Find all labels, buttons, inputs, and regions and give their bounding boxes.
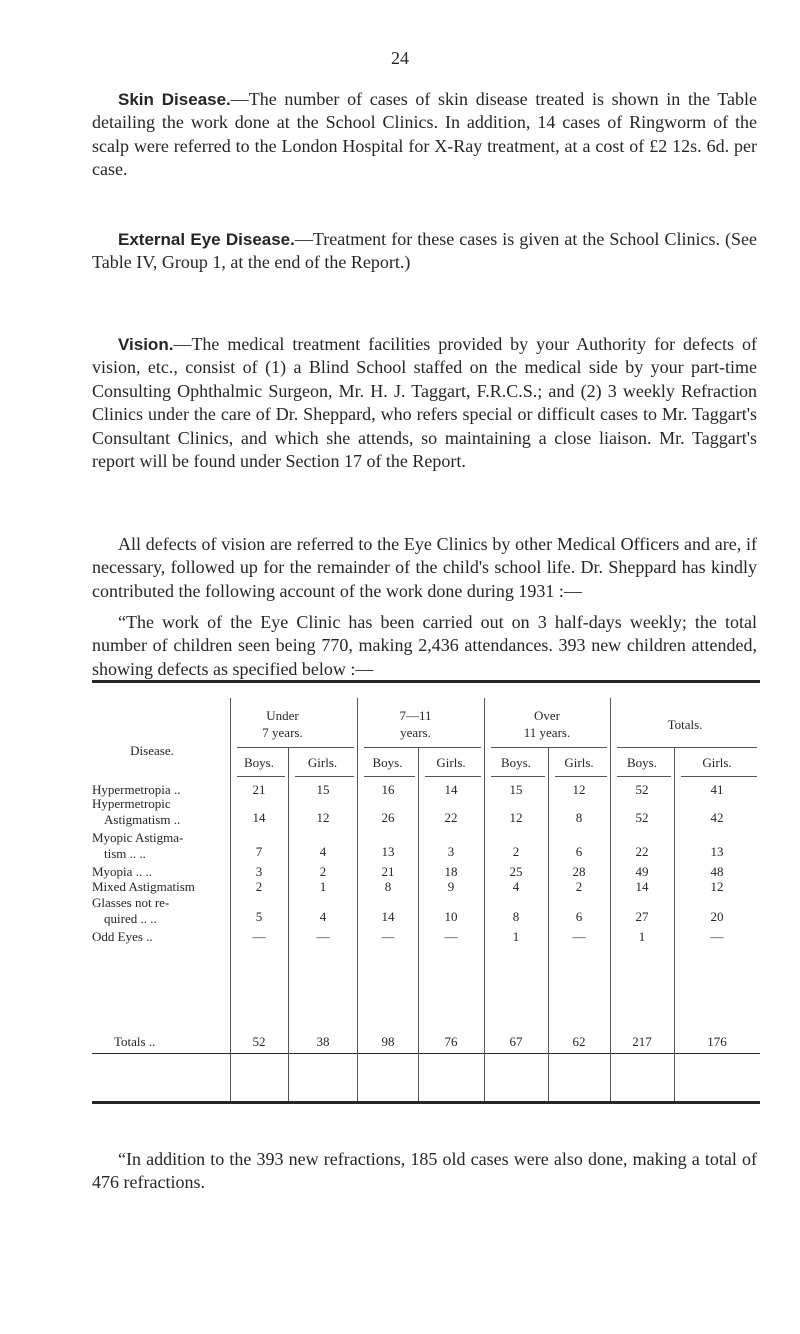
cell-over11-girls: 2: [575, 879, 583, 894]
cell-under7-girls: 2: [319, 864, 327, 879]
group-header-over-11: Over 11 years.: [523, 708, 571, 740]
cell-total-girls: —: [710, 929, 724, 944]
cell-7to11-boys: 14: [381, 909, 395, 924]
cell-7to11-girls: 10: [444, 909, 458, 924]
total-cell-7to11-girls: 76: [444, 1034, 458, 1049]
cell-7to11-girls: 18: [444, 864, 458, 879]
vision-heading: Vision.: [118, 335, 174, 354]
row-label-myopic-astigmatism: Myopic Astigma- tism .. ..: [92, 830, 184, 861]
cell-over11-boys: 2: [512, 844, 520, 859]
cell-over11-girls: 28: [572, 864, 586, 879]
girls-header: Girls.: [564, 755, 594, 770]
cell-over11-girls: 12: [572, 782, 586, 797]
cell-7to11-boys: 26: [381, 810, 395, 825]
defects-paragraph: [92, 533, 757, 603]
cell-under7-girls: 15: [316, 782, 330, 797]
cell-under7-boys: 3: [255, 864, 263, 879]
cell-under7-girls: 12: [316, 810, 330, 825]
girls-header: Girls.: [702, 755, 732, 770]
cell-7to11-girls: 22: [444, 810, 458, 825]
total-cell-under7-girls: 38: [316, 1034, 330, 1049]
cell-over11-boys: 15: [509, 782, 523, 797]
cell-under7-girls: 1: [319, 879, 327, 894]
group-header-totals: Totals.: [667, 717, 703, 732]
cell-over11-girls: —: [572, 929, 586, 944]
cell-under7-girls: —: [316, 929, 330, 944]
cell-total-boys: 52: [635, 810, 649, 825]
group-header-under-7: Under 7 years.: [262, 708, 303, 740]
row-label-hypermetropic-astigmatism: Hypermetropic Astigmatism ..: [92, 796, 181, 827]
row-label-mixed-astigmatism: Mixed Astigmatism: [92, 879, 195, 894]
cell-over11-girls: 8: [575, 810, 583, 825]
cell-7to11-girls: 3: [447, 844, 455, 859]
cell-7to11-boys: 16: [381, 782, 395, 797]
girls-header: Girls.: [436, 755, 466, 770]
boys-header: Boys.: [372, 755, 403, 770]
page-number: 24: [391, 48, 409, 68]
totals-label: Totals ..: [114, 1034, 156, 1049]
cell-total-girls: 20: [710, 909, 724, 924]
external-eye-paragraph: [92, 228, 757, 275]
skin-disease-text: —The number of cases of skin disease treated is shown in the Table detailing the work done at the School Clinics. In addition, 14 cases of Ringworm of the scalp were referred to the London Hospital for X-Ray treatment, at a cost of £2 12s. 6d. per case.: [92, 89, 757, 180]
cell-over11-boys: 12: [509, 810, 523, 825]
cell-total-girls: 41: [710, 782, 724, 797]
quote-text: “The work of the Eye Clinic has been carried out on 3 half-days weekly; the total number of children seen being 770, making 2,436 attendances. 393 new children attended, showing defects as specified below :—: [92, 612, 757, 679]
cell-over11-boys: 25: [509, 864, 523, 879]
cell-under7-boys: 14: [252, 810, 266, 825]
group-header-7-11: 7—11 years.: [399, 708, 432, 740]
closing-text: “In addition to the 393 new refractions, 185 old cases were also done, making a total of 476 refractions.: [92, 1149, 757, 1193]
cell-7to11-boys: —: [381, 929, 395, 944]
cell-7to11-girls: —: [444, 929, 458, 944]
cell-over11-girls: 6: [575, 909, 583, 924]
cell-under7-boys: —: [252, 929, 266, 944]
cell-total-girls: 13: [710, 844, 724, 859]
vision-paragraph: [92, 333, 757, 473]
girls-header: Girls.: [307, 755, 338, 770]
totals-rule: [92, 1053, 760, 1054]
closing-paragraph: [92, 1148, 757, 1195]
cell-total-boys: 14: [635, 879, 649, 894]
boys-header: Boys.: [501, 755, 531, 770]
cell-under7-boys: 7: [255, 844, 263, 859]
skin-disease-paragraph: [92, 88, 757, 182]
cell-under7-girls: 4: [319, 909, 327, 924]
skin-disease-heading: Skin Disease.: [118, 90, 231, 109]
cell-total-boys: 49: [635, 864, 649, 879]
cell-total-girls: 12: [710, 879, 724, 894]
row-label-odd-eyes: Odd Eyes ..: [92, 929, 153, 944]
cell-under7-boys: 5: [255, 909, 263, 924]
quote-paragraph: [92, 611, 757, 681]
external-eye-text: —Treatment for these cases is given at the School Clinics. (See Table IV, Group 1, at the end of the Report.): [92, 229, 757, 273]
cell-7to11-girls: 14: [444, 782, 458, 797]
boys-header: Boys.: [627, 755, 657, 770]
cell-total-girls: 42: [710, 810, 724, 825]
total-cell-7to11-boys: 98: [381, 1034, 395, 1049]
cell-7to11-boys: 13: [381, 844, 395, 859]
external-eye-heading: External Eye Disease.: [118, 230, 295, 249]
cell-7to11-boys: 21: [381, 864, 395, 879]
cell-total-boys: 27: [635, 909, 649, 924]
total-cell-under7-boys: 52: [252, 1034, 266, 1049]
row-label-hypermetropia: Hypermetropia ..: [92, 782, 181, 797]
vision-defects-table: [92, 680, 760, 1104]
cell-over11-boys: 1: [512, 929, 520, 944]
cell-over11-boys: 8: [512, 909, 520, 924]
table-bottom-rule: [92, 1101, 760, 1104]
row-label-myopia: Myopia .. ..: [92, 864, 152, 879]
disease-header: Disease.: [130, 743, 174, 758]
cell-under7-girls: 4: [319, 844, 327, 859]
cell-total-boys: 1: [638, 929, 646, 944]
total-cell-total-boys: 217: [632, 1034, 652, 1049]
cell-under7-boys: 21: [252, 782, 266, 797]
cell-7to11-girls: 9: [447, 879, 455, 894]
boys-header: Boys.: [244, 755, 274, 770]
cell-under7-boys: 2: [255, 879, 263, 894]
cell-total-boys: 22: [635, 844, 649, 859]
defects-text: All defects of vision are referred to the Eye Clinics by other Medical Officers and are, if necessary, followed up for the remainder of the child's school life. Dr. Sheppard has kindly contributed the following account of the work done during 1931 :—: [92, 534, 757, 601]
cell-total-boys: 52: [635, 782, 649, 797]
cell-over11-girls: 6: [575, 844, 583, 859]
vision-text: —The medical treatment facilities provided by your Authority for defects of vision, etc., consist of (1) a Blind School staffed on the medical side by your part-time Consulting Ophthalmic Surgeon, Mr. H. J. Taggart, F.R.C.S.; and (2) 3 weekly Refraction Clinics under the care of Dr. Sheppard, who refers special or difficult cases to Mr. Taggart's Consultant Clinics, and which she attends, so maintaining a close liaison. Mr. Taggart's report will be found under Section 17 of the Report.: [92, 334, 757, 472]
cell-7to11-boys: 8: [384, 879, 392, 894]
cell-over11-boys: 4: [512, 879, 520, 894]
total-cell-total-girls: 176: [707, 1034, 727, 1049]
row-label-glasses-not-required: Glasses not re- quired .. ..: [92, 895, 170, 926]
table-top-rule: [92, 680, 760, 683]
cell-total-girls: 48: [710, 864, 724, 879]
total-cell-over11-boys: 67: [509, 1034, 523, 1049]
total-cell-over11-girls: 62: [572, 1034, 586, 1049]
